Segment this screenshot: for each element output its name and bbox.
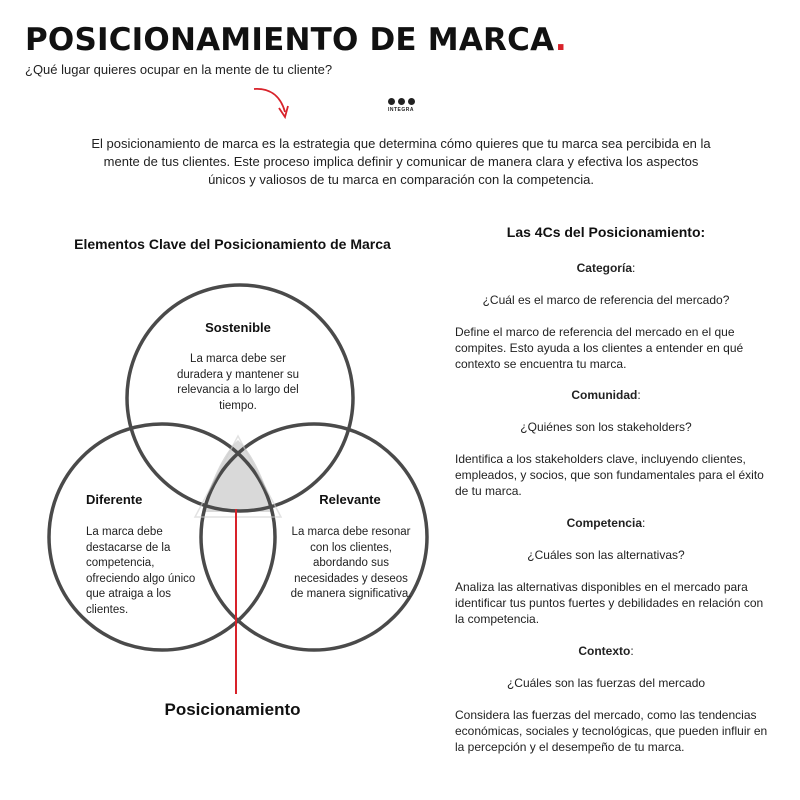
fourcs-name: Categoría [576,261,632,275]
fourcs-description: Analiza las alternativas disponibles en el mercado para identificar tus puntos fuertes y debilidades en relación con la competencia. [455,580,764,626]
fourcs-heading: Comunidad: [571,388,641,402]
circle-text-sostenible: La marca debe ser duradera y mantener su relevancia a lo largo del tiempo. [176,353,300,412]
fourcs-heading: Contexto: [578,644,634,658]
fourcs-name: Competencia [566,516,642,530]
fourcs-name: Contexto [578,644,631,658]
fourcs-question: ¿Quiénes son los stakeholders? [520,420,692,434]
intersection-area [202,440,274,512]
circle-title-diferente: Diferente [86,492,143,507]
fourcs-title: Las 4Cs del Posicionamiento: [506,224,706,240]
fourcs-heading: Competencia: [566,516,646,530]
fourcs-categoria [455,260,775,372]
fourcs-description: Considera las fuerzas del mercado, como las tendencias económicas, sociales y tecnológicas, que pueden influir en la percepción y el desempeño de tu marca. [455,708,768,754]
page-subtitle: ¿Qué lugar quieres ocupar en la mente de tu cliente? [25,62,333,77]
fourcs-competencia [455,515,775,627]
fourcs-description: Define el marco de referencia del mercado en el que compites. Esto ayuda a los clientes a entender en qué contexto se encuentra tu marca. [455,325,744,371]
fourcs-comunidad [455,387,775,499]
circle-text-relevante: La marca debe resonar con los clientes, abordando sus necesidades y deseos de manera significativa. [290,526,412,600]
circle-title-relevante: Relevante [319,492,381,507]
fourcs-question: ¿Cuáles son las alternativas? [527,548,685,562]
fourcs-name: Comunidad [571,388,638,402]
circle-text-diferente: La marca debe destacarse de la competencia, ofreciendo algo único que atraiga a los clientes. [86,526,196,616]
fourcs-heading: Categoría: [576,261,636,275]
logo-text: INTEGRA [388,107,414,113]
title-text: POSICIONAMIENTO DE MARCA [25,22,555,58]
fourcs-question: ¿Cuál es el marco de referencia del mercado? [482,293,730,307]
title-dot: . [554,22,567,58]
fourcs-description: Identifica a los stakeholders clave, incluyendo clientes, empleados, y socios, que son fundamentales para el éxito de tu marca. [455,452,764,498]
fourcs-contexto [455,643,775,755]
intro-paragraph: El posicionamiento de marca es la estrategia que determina cómo quieres que tu marca sea percibida en la mente de tus clientes. Este proceso implica definir y comunicar de manera clara y efectiva los aspectos únicos y valiosos de tu marca en comparación con la competencia. [91,136,711,187]
diagram-title: Elementos Clave del Posicionamiento de Marca [74,236,391,252]
circle-title-sostenible: Sostenible [205,320,271,335]
positioning-label: Posicionamiento [164,700,301,719]
fourcs-question: ¿Cuáles son las fuerzas del mercado [506,676,706,690]
